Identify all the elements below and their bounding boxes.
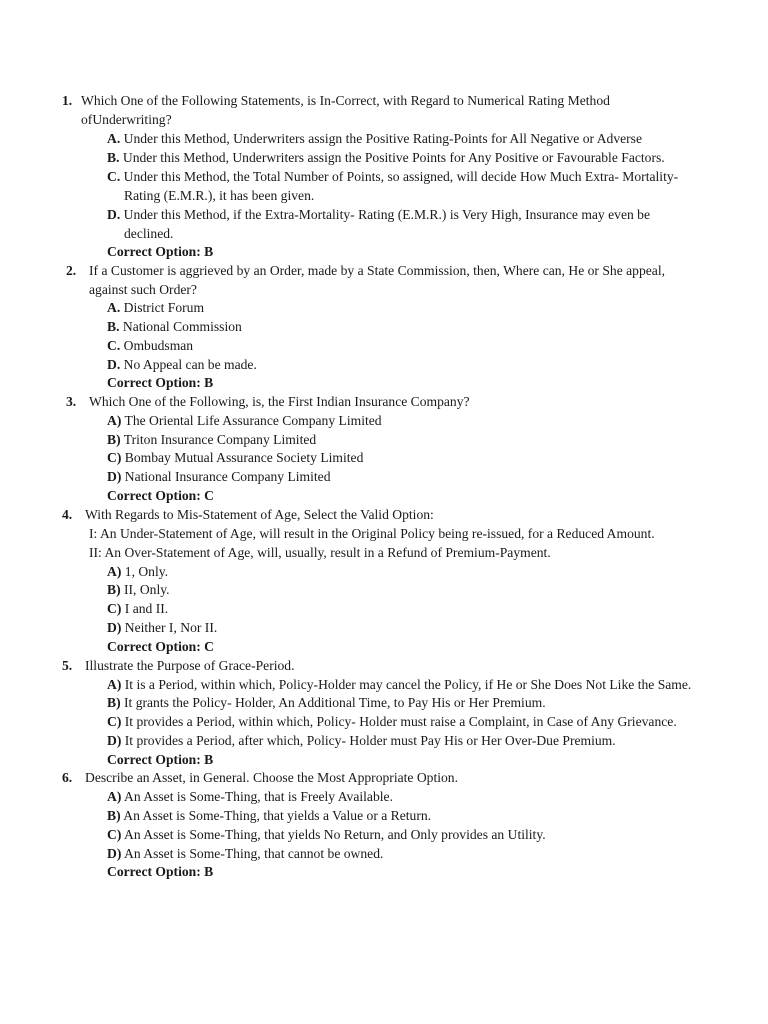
question-number: 5. bbox=[62, 658, 73, 673]
option-b: B. Under this Method, Underwriters assign the Positive Points for Any Positive or Favourable Factors. bbox=[107, 150, 665, 165]
option-a: A) The Oriental Life Assurance Company Limited bbox=[107, 413, 382, 428]
correct-option: Correct Option: C bbox=[107, 488, 214, 503]
question-number: 2. bbox=[66, 263, 77, 278]
question-stem: Which One of the Following, is, the First Indian Insurance Company? bbox=[89, 394, 470, 409]
option-c: C. Under this Method, the Total Number of Points, so assigned, will decide How Much Extra- Mortality- bbox=[107, 169, 679, 184]
correct-option: Correct Option: C bbox=[107, 639, 214, 654]
option-b: B) An Asset is Some-Thing, that yields a Value or a Return. bbox=[107, 808, 432, 823]
statement-1: I: An Under-Statement of Age, will result in the Original Policy being re-issued, for a Reduced Amount. bbox=[89, 526, 655, 541]
correct-option: Correct Option: B bbox=[107, 375, 214, 390]
option-c-continued: Rating (E.M.R.), it has been given. bbox=[124, 188, 315, 203]
option-a: A. Under this Method, Underwriters assign the Positive Rating-Points for All Negative or Adverse bbox=[107, 131, 642, 146]
option-b: B) It grants the Policy- Holder, An Additional Time, to Pay His or Her Premium. bbox=[107, 695, 546, 710]
correct-option: Correct Option: B bbox=[107, 864, 214, 879]
statement-2: II: An Over-Statement of Age, will, usually, result in a Refund of Premium-Payment. bbox=[89, 545, 551, 560]
correct-option: Correct Option: B bbox=[107, 752, 214, 767]
correct-option: Correct Option: B bbox=[107, 244, 214, 259]
option-a: A) 1, Only. bbox=[107, 564, 169, 579]
question-stem: With Regards to Mis-Statement of Age, Select the Valid Option: bbox=[85, 507, 434, 522]
option-c: C) Bombay Mutual Assurance Society Limited bbox=[107, 450, 364, 465]
option-d: D) National Insurance Company Limited bbox=[107, 469, 331, 484]
option-c: C. Ombudsman bbox=[107, 338, 194, 353]
question-stem-continued: against such Order? bbox=[89, 282, 197, 297]
option-c: C) I and II. bbox=[107, 601, 169, 616]
option-d: D) An Asset is Some-Thing, that cannot be owned. bbox=[107, 846, 384, 861]
option-d: D) Neither I, Nor II. bbox=[107, 620, 218, 635]
option-b: B) Triton Insurance Company Limited bbox=[107, 432, 317, 447]
option-c: C) An Asset is Some-Thing, that yields No Return, and Only provides an Utility. bbox=[107, 827, 546, 842]
option-d: D) It provides a Period, after which, Policy- Holder must Pay His or Her Over-Due Premium. bbox=[107, 733, 616, 748]
question-number: 3. bbox=[66, 394, 77, 409]
option-b: B) II, Only. bbox=[107, 582, 170, 597]
option-d-continued: declined. bbox=[124, 226, 174, 241]
question-stem: Describe an Asset, in General. Choose the Most Appropriate Option. bbox=[85, 770, 458, 785]
option-b: B. National Commission bbox=[107, 319, 242, 334]
question-number: 6. bbox=[62, 770, 73, 785]
option-d: D. No Appeal can be made. bbox=[107, 357, 257, 372]
option-a: A. District Forum bbox=[107, 300, 205, 315]
question-stem: Which One of the Following Statements, is In-Correct, with Regard to Numerical Rating Method bbox=[81, 93, 610, 108]
question-number: 1. bbox=[62, 93, 73, 108]
option-a: A) It is a Period, within which, Policy-Holder may cancel the Policy, if He or She Does Not Like the Same. bbox=[107, 677, 692, 692]
option-d: D. Under this Method, if the Extra-Mortality- Rating (E.M.R.) is Very High, Insurance may even be bbox=[107, 207, 651, 222]
question-stem-continued: ofUnderwriting? bbox=[81, 112, 172, 127]
question-stem: Illustrate the Purpose of Grace-Period. bbox=[85, 658, 295, 673]
question-number: 4. bbox=[62, 507, 73, 522]
option-c: C) It provides a Period, within which, Policy- Holder must raise a Complaint, in Case of Any Grievance. bbox=[107, 714, 677, 729]
question-stem: If a Customer is aggrieved by an Order, made by a State Commission, then, Where can, He or She appeal, bbox=[89, 263, 666, 278]
option-a: A) An Asset is Some-Thing, that is Freely Available. bbox=[107, 789, 393, 804]
